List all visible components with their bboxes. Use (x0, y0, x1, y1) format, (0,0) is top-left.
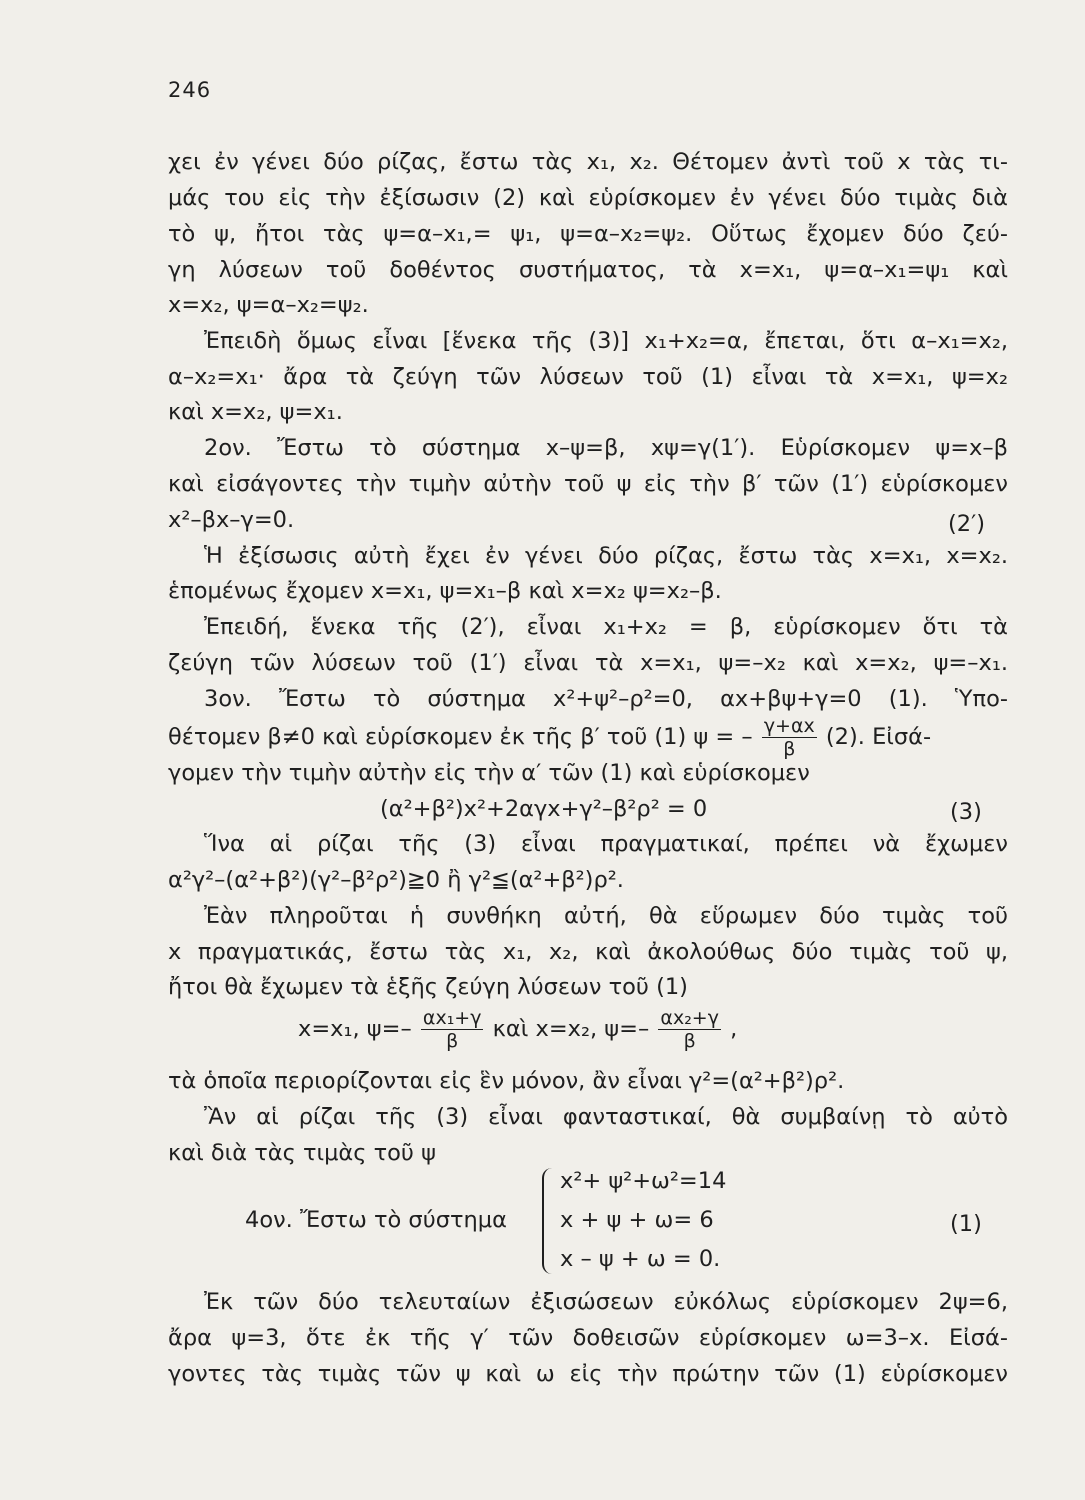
text-line: καὶ διὰ τὰς τιμὰς τοῦ ψ (168, 1140, 436, 1166)
equation-number: (1) (950, 1211, 982, 1237)
text-line: α²γ²–(α²+β²)(γ²–β²ρ²)≧0 ἢ γ²≦(α²+β²)ρ². (168, 867, 624, 893)
text-line: 4ον. Ἔστω τὸ σύστημα (245, 1207, 507, 1233)
text-segment: καὶ x=x₂, ψ=– (492, 1016, 650, 1042)
text-line: Ἡ ἐξίσωσις αὐτὴ ἔχει ἐν γένει δύο ρίζας, ἔστω τὰς x=x₁, x=x₂. (204, 543, 1008, 569)
fraction-numerator: γ+αx (763, 715, 815, 737)
page-number: 246 (168, 78, 212, 102)
fraction-denominator: β (446, 1030, 459, 1052)
text-line: Ἐκ τῶν δύο τελευταίων ἐξισώσεων εὐκόλως εὑρίσκομεν 2ψ=6, (204, 1289, 1008, 1315)
text-line: ἑπομένως ἔχομεν x=x₁, ψ=x₁–β καὶ x=x₂ ψ=x₂–β. (168, 578, 722, 604)
system-equation: x²+ ψ²+ω²=14 (560, 1168, 727, 1194)
text-line: Ἐὰν πληροῦται ἡ συνθήκη αὐτή, θὰ εὕρωμεν δύο τιμὰς τοῦ (204, 903, 1008, 929)
text-line: Ἐπειδή, ἕνεκα τῆς (2′), εἶναι x₁+x₂ = β, εὑρίσκομεν ὅτι τὰ (204, 614, 1008, 640)
text-line: Ἵνα αἱ ρίζαι τῆς (3) εἶναι πραγματικαί, πρέπει νὰ ἔχωμεν (204, 831, 1008, 857)
text-line: τὰ ὁποῖα περιορίζονται εἰς ἓν μόνον, ἂν εἶναι γ²=(α²+β²)ρ². (168, 1068, 845, 1094)
system-equation: x – ψ + ω = 0. (560, 1246, 721, 1272)
system-equation: x + ψ + ω= 6 (560, 1207, 714, 1233)
text-segment: x=x₁, ψ=– (298, 1016, 412, 1042)
fraction-numerator: αx₁+γ (422, 1007, 482, 1029)
text-line: x²–βx–γ=0. (168, 507, 295, 533)
text-line: x πραγματικάς, ἔστω τὰς x₁, x₂, καὶ ἀκολούθως δύο τιμὰς τοῦ ψ, (168, 939, 1008, 965)
text-line: χει ἐν γένει δύο ρίζας, ἔστω τὰς x₁, x₂. Θέτομεν ἀντὶ τοῦ x τὰς τι- (168, 149, 1008, 175)
equation-number: (3) (950, 799, 982, 825)
text-line: γομεν τὴν τιμὴν αὐτὴν εἰς τὴν α′ τῶν (1) καὶ εὑρίσκομεν (168, 760, 810, 786)
text-line: μάς του εἰς τὴν ἐξίσωσιν (2) καὶ εὑρίσκομεν ἐν γένει δύο τιμὰς διὰ (168, 185, 1008, 211)
text-line: τὸ ψ, ἤτοι τὰς ψ=α–x₁,= ψ₁, ψ=α–x₂=ψ₂. Οὕτως ἔχομεν δύο ζεύ- (168, 221, 1008, 247)
fraction-denominator: β (783, 738, 796, 760)
text-line: 2ον. Ἔστω τὸ σύστημα x–ψ=β, xψ=γ(1′). Εὑρίσκομεν ψ=x–β (204, 435, 1008, 461)
text-segment: θέτομεν β≠0 καὶ εὑρίσκομεν ἐκ τῆς β′ τοῦ (1) ψ = – (168, 724, 753, 750)
text-line: α–x₂=x₁· ἄρα τὰ ζεύγη τῶν λύσεων τοῦ (1) εἶναι τὰ x=x₁, ψ=x₂ (168, 364, 1008, 390)
text-line: ἤτοι θὰ ἔχωμεν τὰ ἑξῆς ζεύγη λύσεων τοῦ (1) (168, 974, 688, 1000)
text-line: ζεύγη τῶν λύσεων τοῦ (1′) εἶναι τὰ x=x₁, ψ=–x₂ καὶ x=x₂, ψ=–x₁. (168, 650, 1008, 676)
fraction-numerator: αx₂+γ (660, 1007, 719, 1029)
display-equation: (α²+β²)x²+2αγx+γ²–β²ρ² = 0 (380, 796, 708, 822)
text-segment: , (730, 1016, 738, 1042)
text-line: Ἐπειδὴ ὅμως εἶναι [ἕνεκα τῆς (3)] x₁+x₂=α, ἔπεται, ὅτι α–x₁=x₂, (204, 328, 1008, 354)
display-solutions (298, 1002, 737, 1056)
text-line: x=x₂, ψ=α–x₂=ψ₂. (168, 292, 369, 318)
text-line: καὶ εἰσάγοντες τὴν τιμὴν αὐτὴν τοῦ ψ εἰς τὴν β′ τῶν (1′) εὑρίσκομεν (168, 471, 1008, 497)
text-line: καὶ x=x₂, ψ=x₁. (168, 399, 343, 425)
fraction-denominator: β (683, 1030, 696, 1052)
fraction (658, 1007, 721, 1052)
text-line: 3ον. Ἔστω τὸ σύστημα x²+ψ²–ρ²=0, αx+βψ+γ=0 (1). Ὑπο- (204, 686, 1008, 712)
text-line: Ἂν αἱ ρίζαι τῆς (3) εἶναι φανταστικαί, θὰ συμβαίνῃ τὸ αὐτὸ (204, 1104, 1008, 1130)
text-line: ἄρα ψ=3, ὅτε ἐκ τῆς γ′ τῶν δοθεισῶν εὑρίσκομεν ω=3–x. Εἰσά- (168, 1325, 1008, 1351)
fraction (762, 715, 817, 760)
fraction (421, 1007, 484, 1052)
system-brace (542, 1168, 556, 1274)
text-segment: (2). Εἰσά- (825, 724, 932, 750)
equation-number: (2′) (948, 511, 985, 537)
text-line: γη λύσεων τοῦ δοθέντος συστήματος, τὰ x=x₁, ψ=α–x₁=ψ₁ καὶ (168, 257, 1008, 283)
text-line-with-fraction (168, 712, 1008, 762)
text-line: γοντες τὰς τιμὰς τῶν ψ καὶ ω εἰς τὴν πρώτην τῶν (1) εὑρίσκομεν (168, 1361, 1008, 1387)
